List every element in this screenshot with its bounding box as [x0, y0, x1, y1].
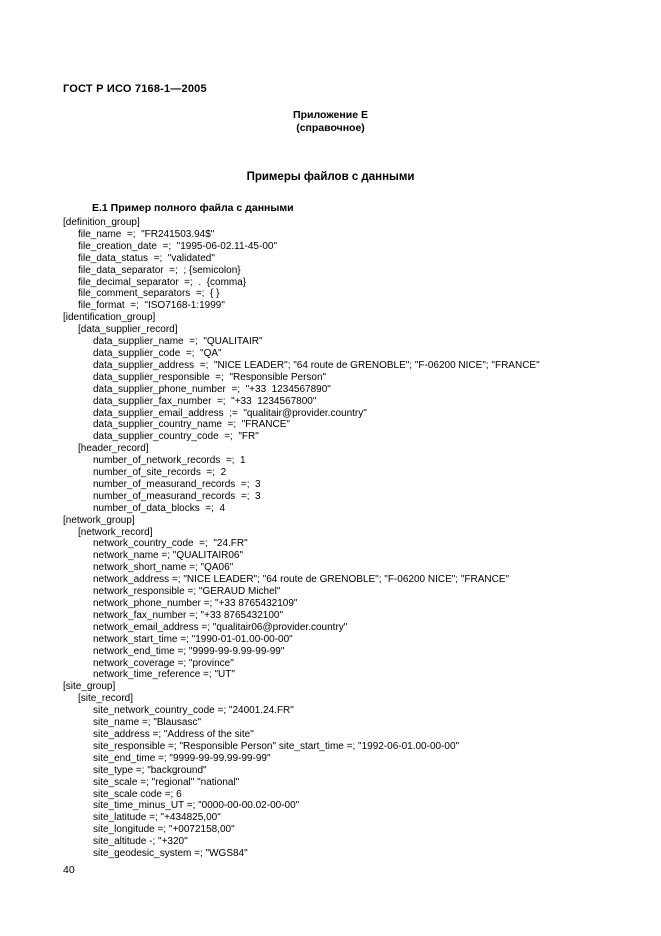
- code-line: network_phone_number =; "+33 8765432109": [93, 598, 298, 609]
- code-line: data_supplier_phone_number =; "+33 1234567890": [93, 383, 331, 395]
- code-line: site_altitude -; "+320": [93, 836, 188, 848]
- code-line: [network_group]: [63, 514, 135, 526]
- document-header: ГОСТ Р ИСО 7168-1—2005: [63, 83, 207, 95]
- code-line: network_short_name =; "QA06": [93, 562, 234, 574]
- code-line: site_responsible =; "Responsible Person" site_start_time =; "1992-06-01.00-00-00": [93, 740, 460, 752]
- code-line: number_of_data_blocks =; 4: [93, 502, 226, 514]
- code-line: network_time_reference =; "UT": [93, 669, 235, 681]
- code-line: file_name =; "FR241503.94$": [78, 228, 215, 240]
- code-line: [site_group]: [63, 681, 116, 693]
- code-line: site_type =; "background": [93, 764, 207, 776]
- code-line: site_scale code =; 6: [93, 788, 182, 800]
- page-number: 40: [63, 864, 75, 876]
- code-line: data_supplier_code =; "QA": [93, 347, 222, 359]
- code-line: file_comment_separators =; { }: [78, 288, 220, 300]
- code-line: data_supplier_country_code =; "FR": [93, 431, 259, 443]
- code-line: network_fax_number =; "+33 8765432100": [93, 609, 284, 621]
- page-title: Примеры файлов с данными: [246, 171, 415, 183]
- code-line: [site_record]: [78, 693, 134, 705]
- code-line: network_name =; "QUALITAIR06": [93, 550, 244, 562]
- appendix-block: [0, 109, 661, 135]
- code-line: network_responsible =; "GERAUD Michel": [93, 586, 281, 598]
- code-block: [63, 217, 540, 860]
- code-line: file_data_separator =; ; {semicolon}: [78, 264, 241, 276]
- code-line: file_data_status =; "validated": [78, 252, 215, 264]
- code-line: site_time_minus_UT =; "0000-00-00.02-00-00": [93, 800, 300, 812]
- code-line: network_address =; "NICE LEADER"; "64 route de GRENOBLE"; "F-06200 NICE"; "FRANCE": [93, 574, 510, 586]
- code-line: file_decimal_separator =; . {comma}: [78, 276, 247, 288]
- code-line: [data_supplier_record]: [78, 324, 178, 336]
- code-line: number_of_network_records =; 1: [93, 455, 246, 467]
- code-line: site_geodesic_system =; "WGS84": [93, 848, 248, 860]
- code-line: data_supplier_responsible =; "Responsible Person": [93, 371, 327, 383]
- code-line: network_coverage =; "province": [93, 657, 234, 669]
- code-line: data_supplier_address =; "NICE LEADER"; "64 route de GRENOBLE"; "F-06200 NICE"; "FRANCE": [93, 359, 540, 371]
- code-line: number_of_measurand_records =; 3: [93, 478, 261, 490]
- code-line: network_country_code =; "24.FR": [93, 538, 248, 550]
- code-line: site_address =; "Address of the site": [93, 728, 254, 740]
- code-line: site_scale =; "regional" "national": [93, 776, 240, 788]
- code-line: file_creation_date =; "1995-06-02.11-45-00": [78, 240, 277, 252]
- code-line: [definition_group]: [63, 217, 140, 228]
- appendix-subtitle: (справочное): [296, 122, 365, 134]
- code-line: file_format =; "ISO7168-1:1999": [78, 300, 225, 312]
- code-line: data_supplier_name =; "QUALITAIR": [93, 336, 263, 348]
- code-line: network_email_address =; "qualitair06@provider.country": [93, 621, 348, 633]
- code-line: [network_record]: [78, 526, 153, 538]
- code-line: [header_record]: [78, 443, 149, 455]
- code-line: site_longitude =; "+0072158,00": [93, 824, 235, 836]
- code-line: data_supplier_email_address ;= "qualitair@provider.country": [93, 407, 367, 419]
- code-line: network_start_time =; "1990-01-01.00-00-00": [93, 633, 293, 645]
- code-line: data_supplier_fax_number =; "+33 1234567800": [93, 395, 317, 407]
- code-line: data_supplier_country_name =; "FRANCE": [93, 419, 290, 431]
- code-line: [identification_group]: [63, 312, 156, 324]
- code-line: site_name =; "Blausasc": [93, 717, 201, 729]
- code-line: site_latitude =; "+434825,00": [93, 812, 221, 824]
- code-line: site_end_time =; "9999-99-99.99-99-99": [93, 752, 271, 764]
- code-line: number_of_measurand_records =; 3: [93, 490, 261, 502]
- code-line: network_end_time =; "9999-99-9.99-99-99": [93, 645, 285, 657]
- appendix-title: Приложение Е: [293, 109, 368, 121]
- code-line: number_of_site_records =; 2: [93, 467, 227, 479]
- code-line: site_network_country_code =; "24001.24.FR": [93, 705, 294, 717]
- section-heading: Е.1 Пример полного файла с данными: [92, 202, 294, 214]
